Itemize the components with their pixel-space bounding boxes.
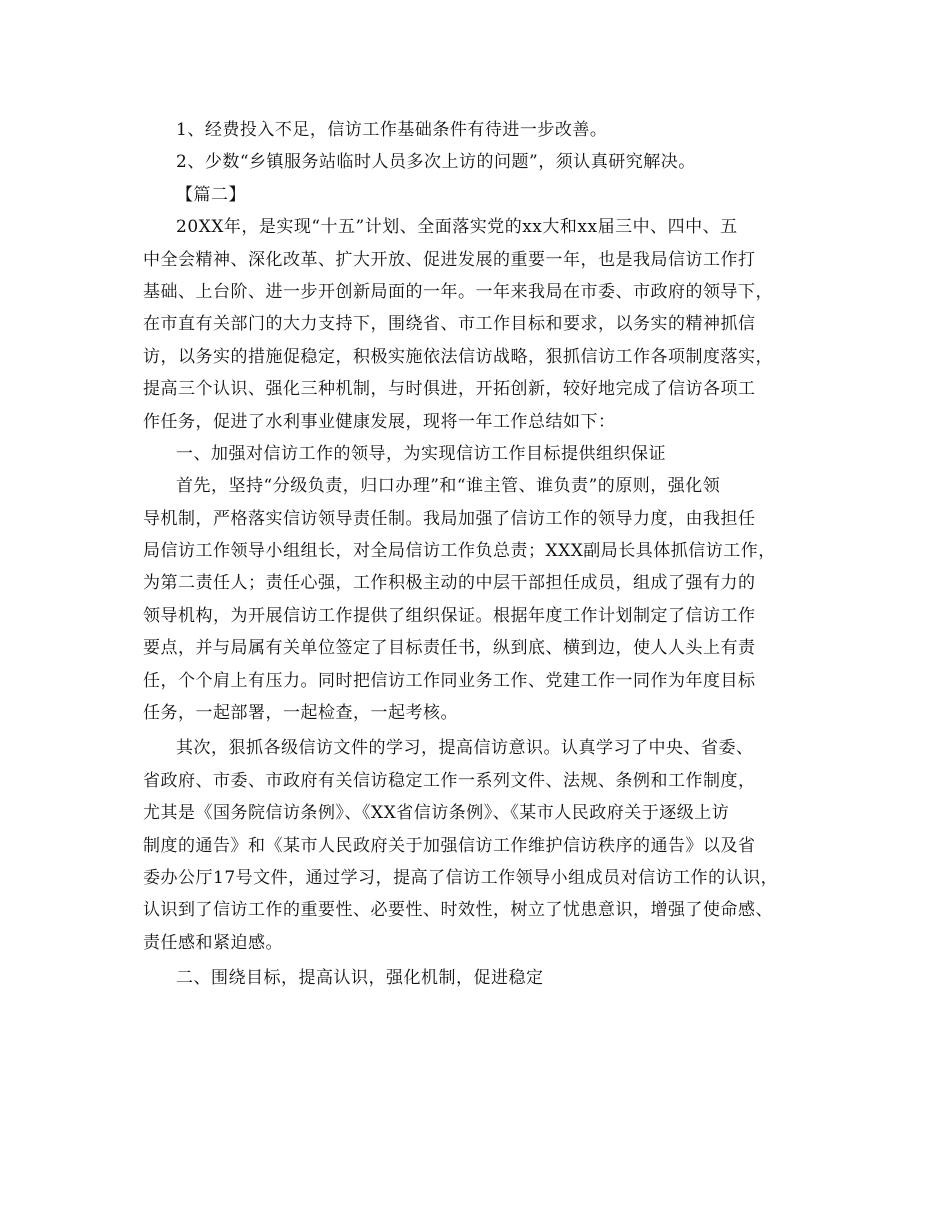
second-paragraph-line: 责任感和紧迫感。 [143, 932, 283, 953]
first-paragraph-line: 领导机构，为开展信访工作提供了组织保证。根据年度工作计划制定了信访工作 [143, 605, 756, 626]
intro-line: 20XX年，是实现“十五”计划、全面落实党的xx大和xx届三中、四中、五 [176, 217, 738, 238]
first-paragraph-line: 任务，一起部署，一起检查，一起考核。 [143, 703, 458, 724]
problem-item-1: 1、经费投入不足，信访工作基础条件有待进一步改善。 [176, 120, 608, 140]
document-body [143, 114, 813, 995]
part-heading: 【篇二】 [176, 184, 246, 205]
section-two-heading: 二、围绕目标，提高认识，强化机制，促进稳定 [176, 968, 544, 989]
first-paragraph-line: 任，个个肩上有压力。同时把信访工作同业务工作、党建工作一同作为年度目标 [143, 670, 756, 691]
first-paragraph-line: 要点，并与局属有关单位签定了目标责任书，纵到底、横到边，使人人头上有责 [143, 638, 756, 659]
second-paragraph-line: 省政府、市委、市政府有关信访稳定工作一系列文件、法规、条例和工作制度， [143, 770, 756, 791]
first-paragraph-line: 局信访工作领导小组组长，对全局信访工作负总责；XXX副局长具体抓信访工作， [143, 541, 776, 562]
second-paragraph-line: 制度的通告》和《某市人民政府关于加强信访工作维护信访秩序的通告》以及省 [143, 835, 756, 856]
second-paragraph-line: 尤其是《国务院信访条例》、《XX省信访条例》、《某市人民政府关于逐级上访 [143, 803, 730, 824]
first-paragraph-line: 首先，坚持“分级负责，归口办理”和“谁主管、谁负责”的原则，强化领 [176, 476, 721, 497]
problem-item-2: 2、少数“乡镇服务站临时人员多次上访的问题”，须认真研究解决。 [176, 152, 696, 173]
intro-line: 作任务，促进了水利事业健康发展，现将一年工作总结如下： [143, 411, 616, 432]
intro-line: 访，以务实的措施促稳定，积极实施依法信访战略，狠抓信访工作各项制度落实， [143, 346, 773, 367]
first-paragraph-line: 为第二责任人；责任心强，工作积极主动的中层干部担任成员，组成了强有力的 [143, 573, 756, 594]
second-paragraph [143, 732, 813, 959]
first-paragraph-line: 导机制，严格落实信访领导责任制。我局加强了信访工作的领导力度，由我担任 [143, 508, 756, 529]
second-paragraph-line: 其次，狠抓各级信访文件的学习，提高信访意识。认真学习了中央、省委、 [176, 738, 754, 759]
intro-line: 基础、上台阶、进一步开创新局面的一年。一年来我局在市委、市政府的领导下， [143, 281, 773, 302]
second-paragraph-line: 认识到了信访工作的重要性、必要性、时效性，树立了忧患意识，增强了使命感、 [143, 900, 773, 921]
intro-line: 中全会精神、深化改革、扩大开放、促进发展的重要一年，也是我局信访工作打 [143, 249, 756, 270]
second-paragraph-line: 委办公厅17号文件，通过学习，提高了信访工作领导小组成员对信访工作的认识， [143, 867, 779, 888]
first-paragraph [143, 470, 813, 729]
intro-line: 提高三个认识、强化三种机制，与时俱进，开拓创新，较好地完成了信访各项工 [143, 379, 756, 400]
intro-line: 在市直有关部门的大力支持下，围绕省、市工作目标和要求，以务实的精神抓信 [143, 314, 756, 335]
section-one-heading: 一、加强对信访工作的领导，为实现信访工作目标提供组织保证 [176, 443, 666, 464]
intro-paragraph [143, 211, 813, 438]
